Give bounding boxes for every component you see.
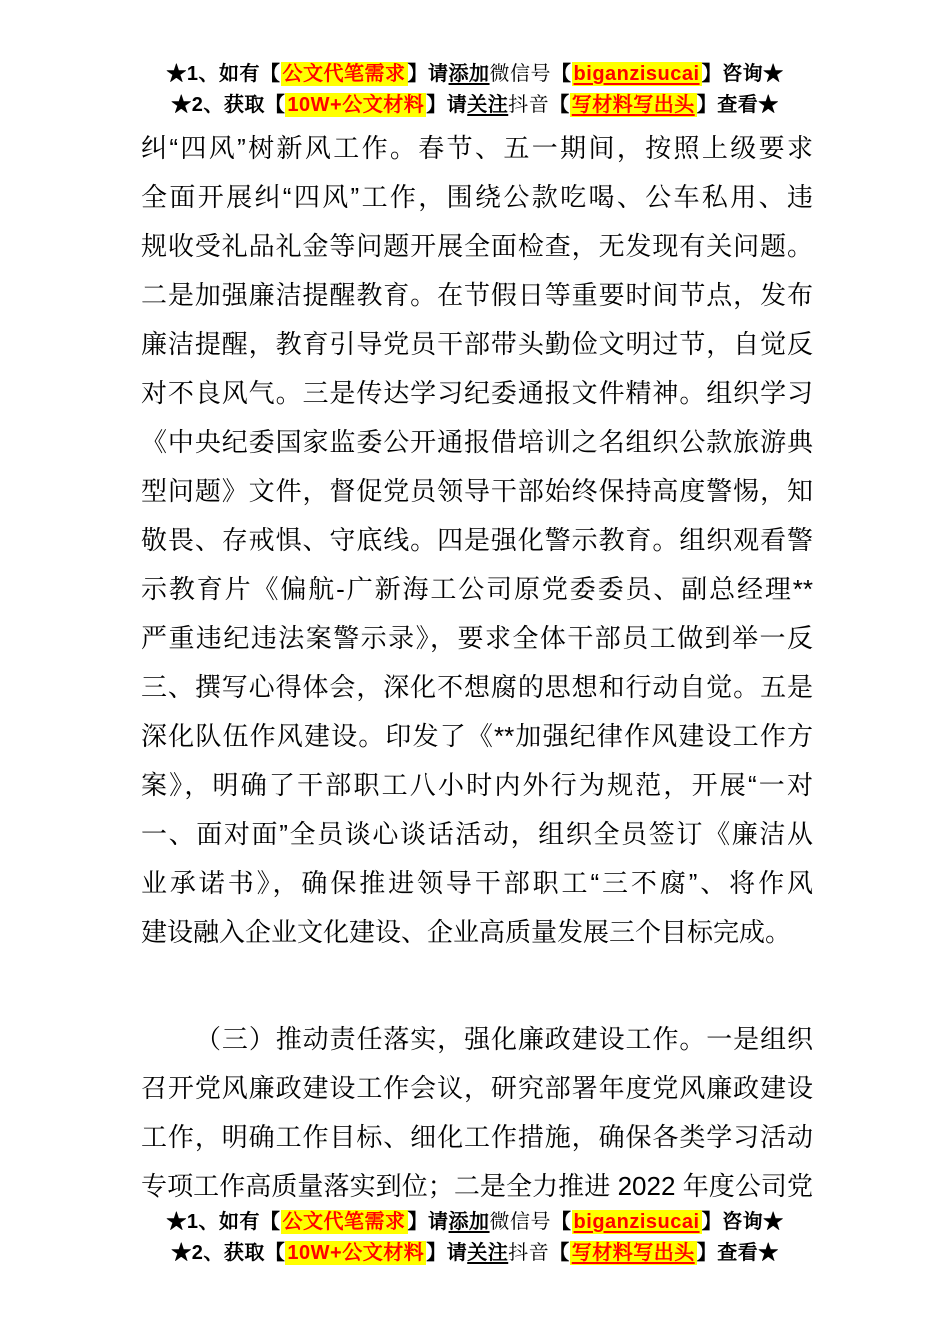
promo-action-add: 添加: [448, 63, 490, 85]
promo-text: 【: [549, 1242, 570, 1264]
promo-line-1: [0, 1207, 950, 1238]
promo-text: 抖音: [508, 94, 550, 116]
promo-action-follow: 关注: [467, 1242, 509, 1264]
text-line: 业承诺书》，确保推进领导干部职工“三不腐”、将作风: [141, 868, 813, 898]
promo-banner-bottom: [0, 1207, 950, 1269]
promo-service-tag: 公文代笔需求: [282, 1211, 406, 1233]
paragraph-1: [141, 124, 813, 957]
text-line: 专项工作高质量落实到位；二是全力推进 2022 年度公司党: [141, 1171, 813, 1201]
text-line: 《中央纪委国家监委公开通报借培训之名组织公款旅游典: [141, 427, 813, 457]
promo-wechat-id: biganzisucai: [573, 1211, 700, 1233]
promo-banner-top: [0, 59, 950, 121]
text-line: 敬畏、存戒惧、守底线。四是强化警示教育。组织观看警: [141, 525, 813, 555]
promo-text: 】请: [407, 63, 449, 85]
promo-text: 【: [551, 1211, 572, 1233]
promo-prefix-1: ★1、如有【: [166, 63, 281, 85]
promo-douyin-id: 写材料写出头: [571, 1242, 695, 1264]
promo-text: 】请: [407, 1211, 449, 1233]
document-body: [141, 124, 813, 1211]
promo-text: 微信号: [489, 1211, 552, 1233]
text-line: 严重违纪违法案警示录》，要求全体干部员工做到举一反: [141, 623, 813, 653]
text-line: 三、撰写心得体会，深化不想腐的思想和行动自觉。五是: [141, 672, 813, 702]
promo-suffix-2: 】查看★: [696, 94, 779, 116]
promo-suffix-1: 】咨询★: [701, 63, 784, 85]
text-line: 示教育片《偏航-广新海工公司原党委委员、副总经理**: [141, 574, 813, 604]
promo-text: 【: [551, 63, 572, 85]
text-line: 对不良风气。三是传达学习纪委通报文件精神。组织学习: [141, 378, 813, 408]
promo-prefix-2: ★2、获取【: [171, 1242, 286, 1264]
promo-material-tag: 10W+公文材料: [287, 94, 425, 116]
promo-material-tag: 10W+公文材料: [287, 1242, 425, 1264]
promo-text: 【: [549, 94, 570, 116]
text-line: 一、面对面”全员谈心谈话活动，组织全员签订《廉洁从: [141, 819, 813, 849]
text-line: 建设融入企业文化建设、企业高质量发展三个目标完成。: [141, 917, 792, 947]
text-line: （三）推动责任落实，强化廉政建设工作。一是组织: [195, 1024, 813, 1054]
promo-action-follow: 关注: [467, 94, 509, 116]
text-line: 规收受礼品礼金等问题开展全面检查，无发现有关问题。: [141, 231, 813, 261]
promo-wechat-id: biganzisucai: [573, 63, 700, 85]
promo-text: 】请: [426, 94, 468, 116]
promo-suffix-2: 】查看★: [696, 1242, 779, 1264]
promo-suffix-1: 】咨询★: [701, 1211, 784, 1233]
promo-douyin-id: 写材料写出头: [571, 94, 695, 116]
text-line: 深化队伍作风建设。印发了《**加强纪律作风建设工作方: [141, 721, 813, 751]
promo-text: 】请: [426, 1242, 468, 1264]
promo-line-1: [0, 59, 950, 90]
text-line: 型问题》文件，督促党员领导干部始终保持高度警惕，知: [141, 476, 813, 506]
text-line: 召开党风廉政建设工作会议，研究部署年度党风廉政建设: [141, 1073, 813, 1103]
text-line: 纠“四风”树新风工作。春节、五一期间，按照上级要求: [141, 133, 813, 163]
promo-prefix-2: ★2、获取【: [171, 94, 286, 116]
promo-service-tag: 公文代笔需求: [282, 63, 406, 85]
text-line: 案》，明确了干部职工八小时内外行为规范，开展“一对: [141, 770, 813, 800]
text-line: 廉洁提醒，教育引导党员干部带头勤俭文明过节，自觉反: [141, 329, 813, 359]
promo-prefix-1: ★1、如有【: [166, 1211, 281, 1233]
text-line: 工作，明确工作目标、细化工作措施，确保各类学习活动: [141, 1122, 813, 1152]
text-line: 全面开展纠“四风”工作，围绕公款吃喝、公车私用、违: [141, 182, 813, 212]
text-line: 二是加强廉洁提醒教育。在节假日等重要时间节点，发布: [141, 280, 813, 310]
promo-line-2: [0, 1238, 950, 1269]
promo-text: 微信号: [489, 63, 552, 85]
promo-line-2: [0, 90, 950, 121]
promo-text: 抖音: [508, 1242, 550, 1264]
promo-action-add: 添加: [448, 1211, 490, 1233]
paragraph-2: [141, 1015, 813, 1211]
